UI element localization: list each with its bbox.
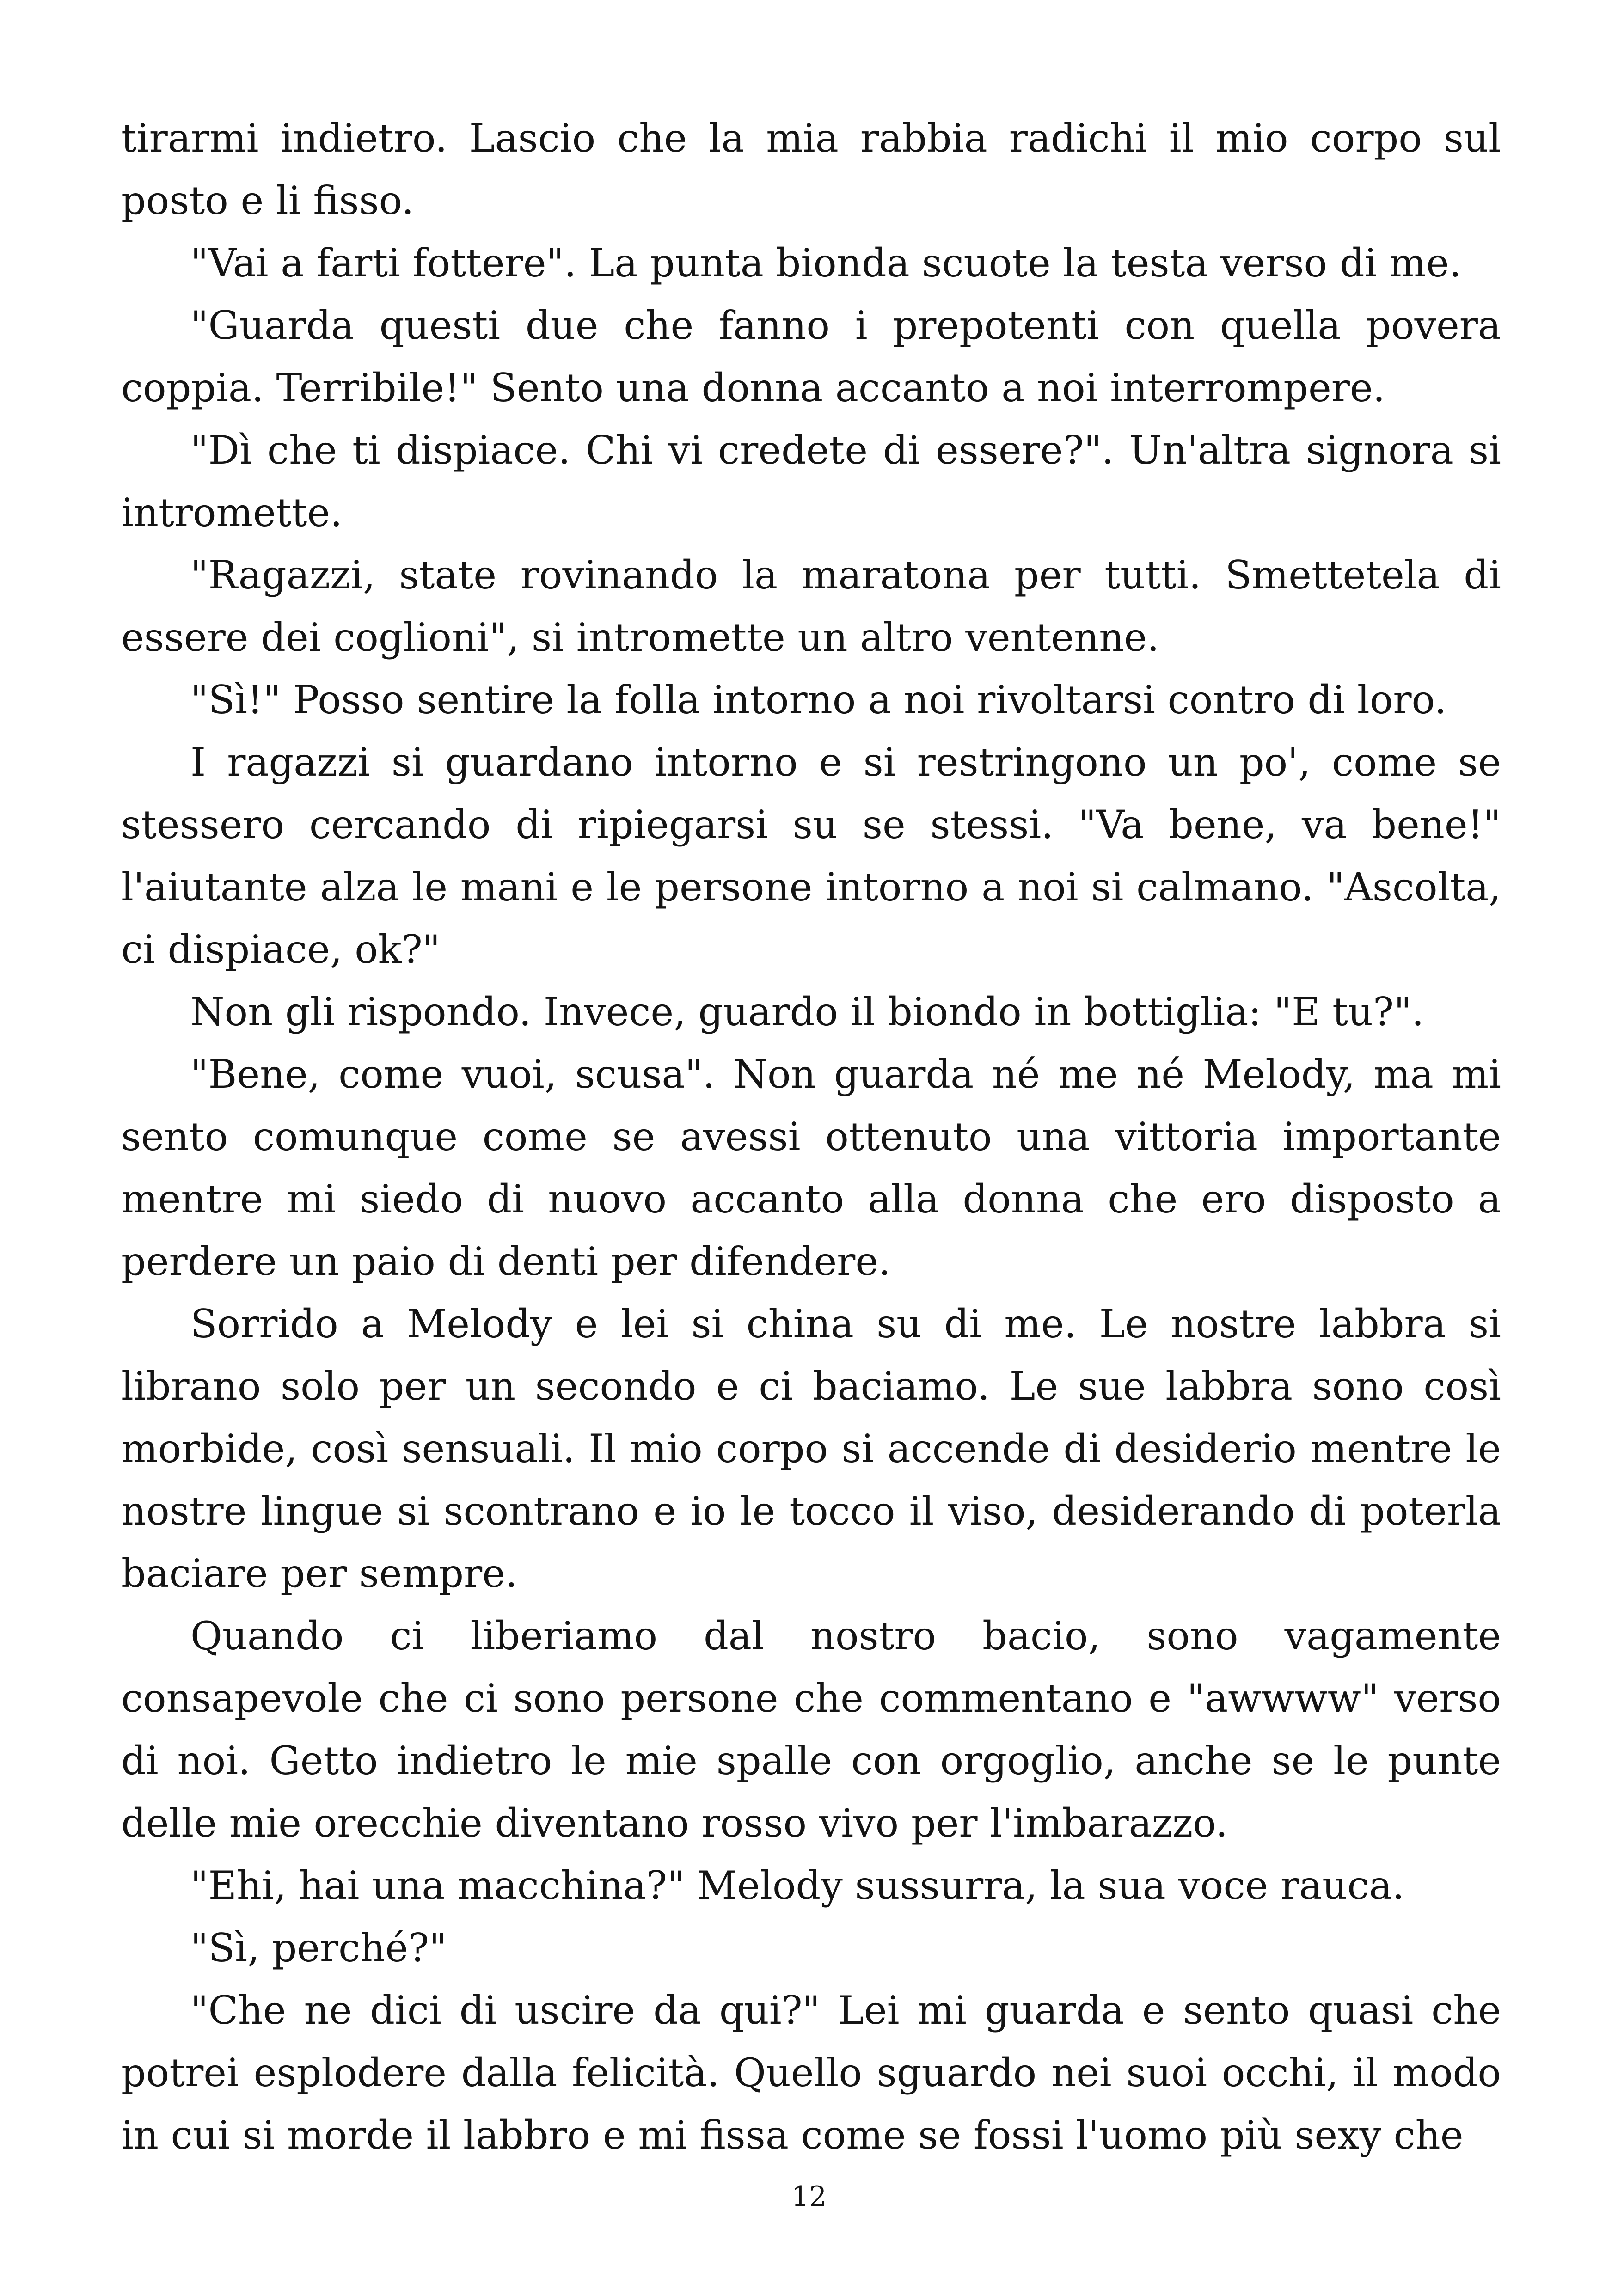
page-number: 12 xyxy=(791,2180,827,2213)
paragraph: "Ragazzi, state rovinando la maratona per tutti. Smettetela di essere dei coglioni", si intromette un altro ventenne. xyxy=(121,552,1501,660)
paragraph: tirarmi indietro. Lascio che la mia rabbia radichi il mio corpo sul posto e li fisso. xyxy=(121,116,1501,223)
paragraph: "Sì!" Posso sentire la folla intorno a noi rivoltarsi contro di loro. xyxy=(190,677,1447,722)
paragraph: Quando ci liberiamo dal nostro bacio, sono vagamente consapevole che ci sono persone che commentano e "awwww" verso di noi. Getto indietro le mie spalle con orgoglio, anche se le punte delle mie orecchie diventano rosso vivo per l'imbarazzo. xyxy=(121,1613,1501,1846)
paragraph: "Vai a farti fottere". La punta bionda scuote la testa verso di me. xyxy=(190,240,1462,286)
paragraph: "Che ne dici di uscire da qui?" Lei mi guarda e sento quasi che potrei esplodere dalla felicità. Quello sguardo nei suoi occhi, il modo in cui si morde il labbro e mi fissa come se fossi l'uomo più sexy che xyxy=(121,1988,1501,2158)
paragraph: Non gli rispondo. Invece, guardo il biondo in bottiglia: "E tu?". xyxy=(190,989,1424,1035)
body-text xyxy=(121,107,1501,2167)
paragraph: "Dì che ti dispiace. Chi vi credete di essere?". Un'altra signora si intromette. xyxy=(121,428,1501,535)
paragraph: Sorrido a Melody e lei si china su di me. Le nostre labbra si librano solo per un secondo e ci baciamo. Le sue labbra sono così morbide, così sensuali. Il mio corpo si accende di desiderio mentre le nostre lingue si scontrano e io le tocco il viso, desiderando di poterla baciare per sempre. xyxy=(121,1301,1501,1596)
paragraph: "Bene, come vuoi, scusa". Non guarda né me né Melody, ma mi sento comunque come se avessi ottenuto una vittoria importante mentre mi siedo di nuovo accanto alla donna che ero disposto a perdere un paio di denti per difendere. xyxy=(121,1052,1501,1284)
paragraph: "Sì, perché?" xyxy=(190,1925,447,1971)
paragraph: "Guarda questi due che fanno i prepotenti con quella povera coppia. Terribile!" Sento una donna accanto a noi interrompere. xyxy=(121,303,1501,410)
paragraph: I ragazzi si guardano intorno e si restringono un po', come se stessero cercando di ripiegarsi su se stessi. "Va bene, va bene!" l'aiutante alza le mani e le persone intorno a noi si calmano. "Ascolta, ci dispiace, ok?" xyxy=(121,740,1501,972)
paragraph: "Ehi, hai una macchina?" Melody sussurra, la sua voce rauca. xyxy=(190,1863,1405,1908)
